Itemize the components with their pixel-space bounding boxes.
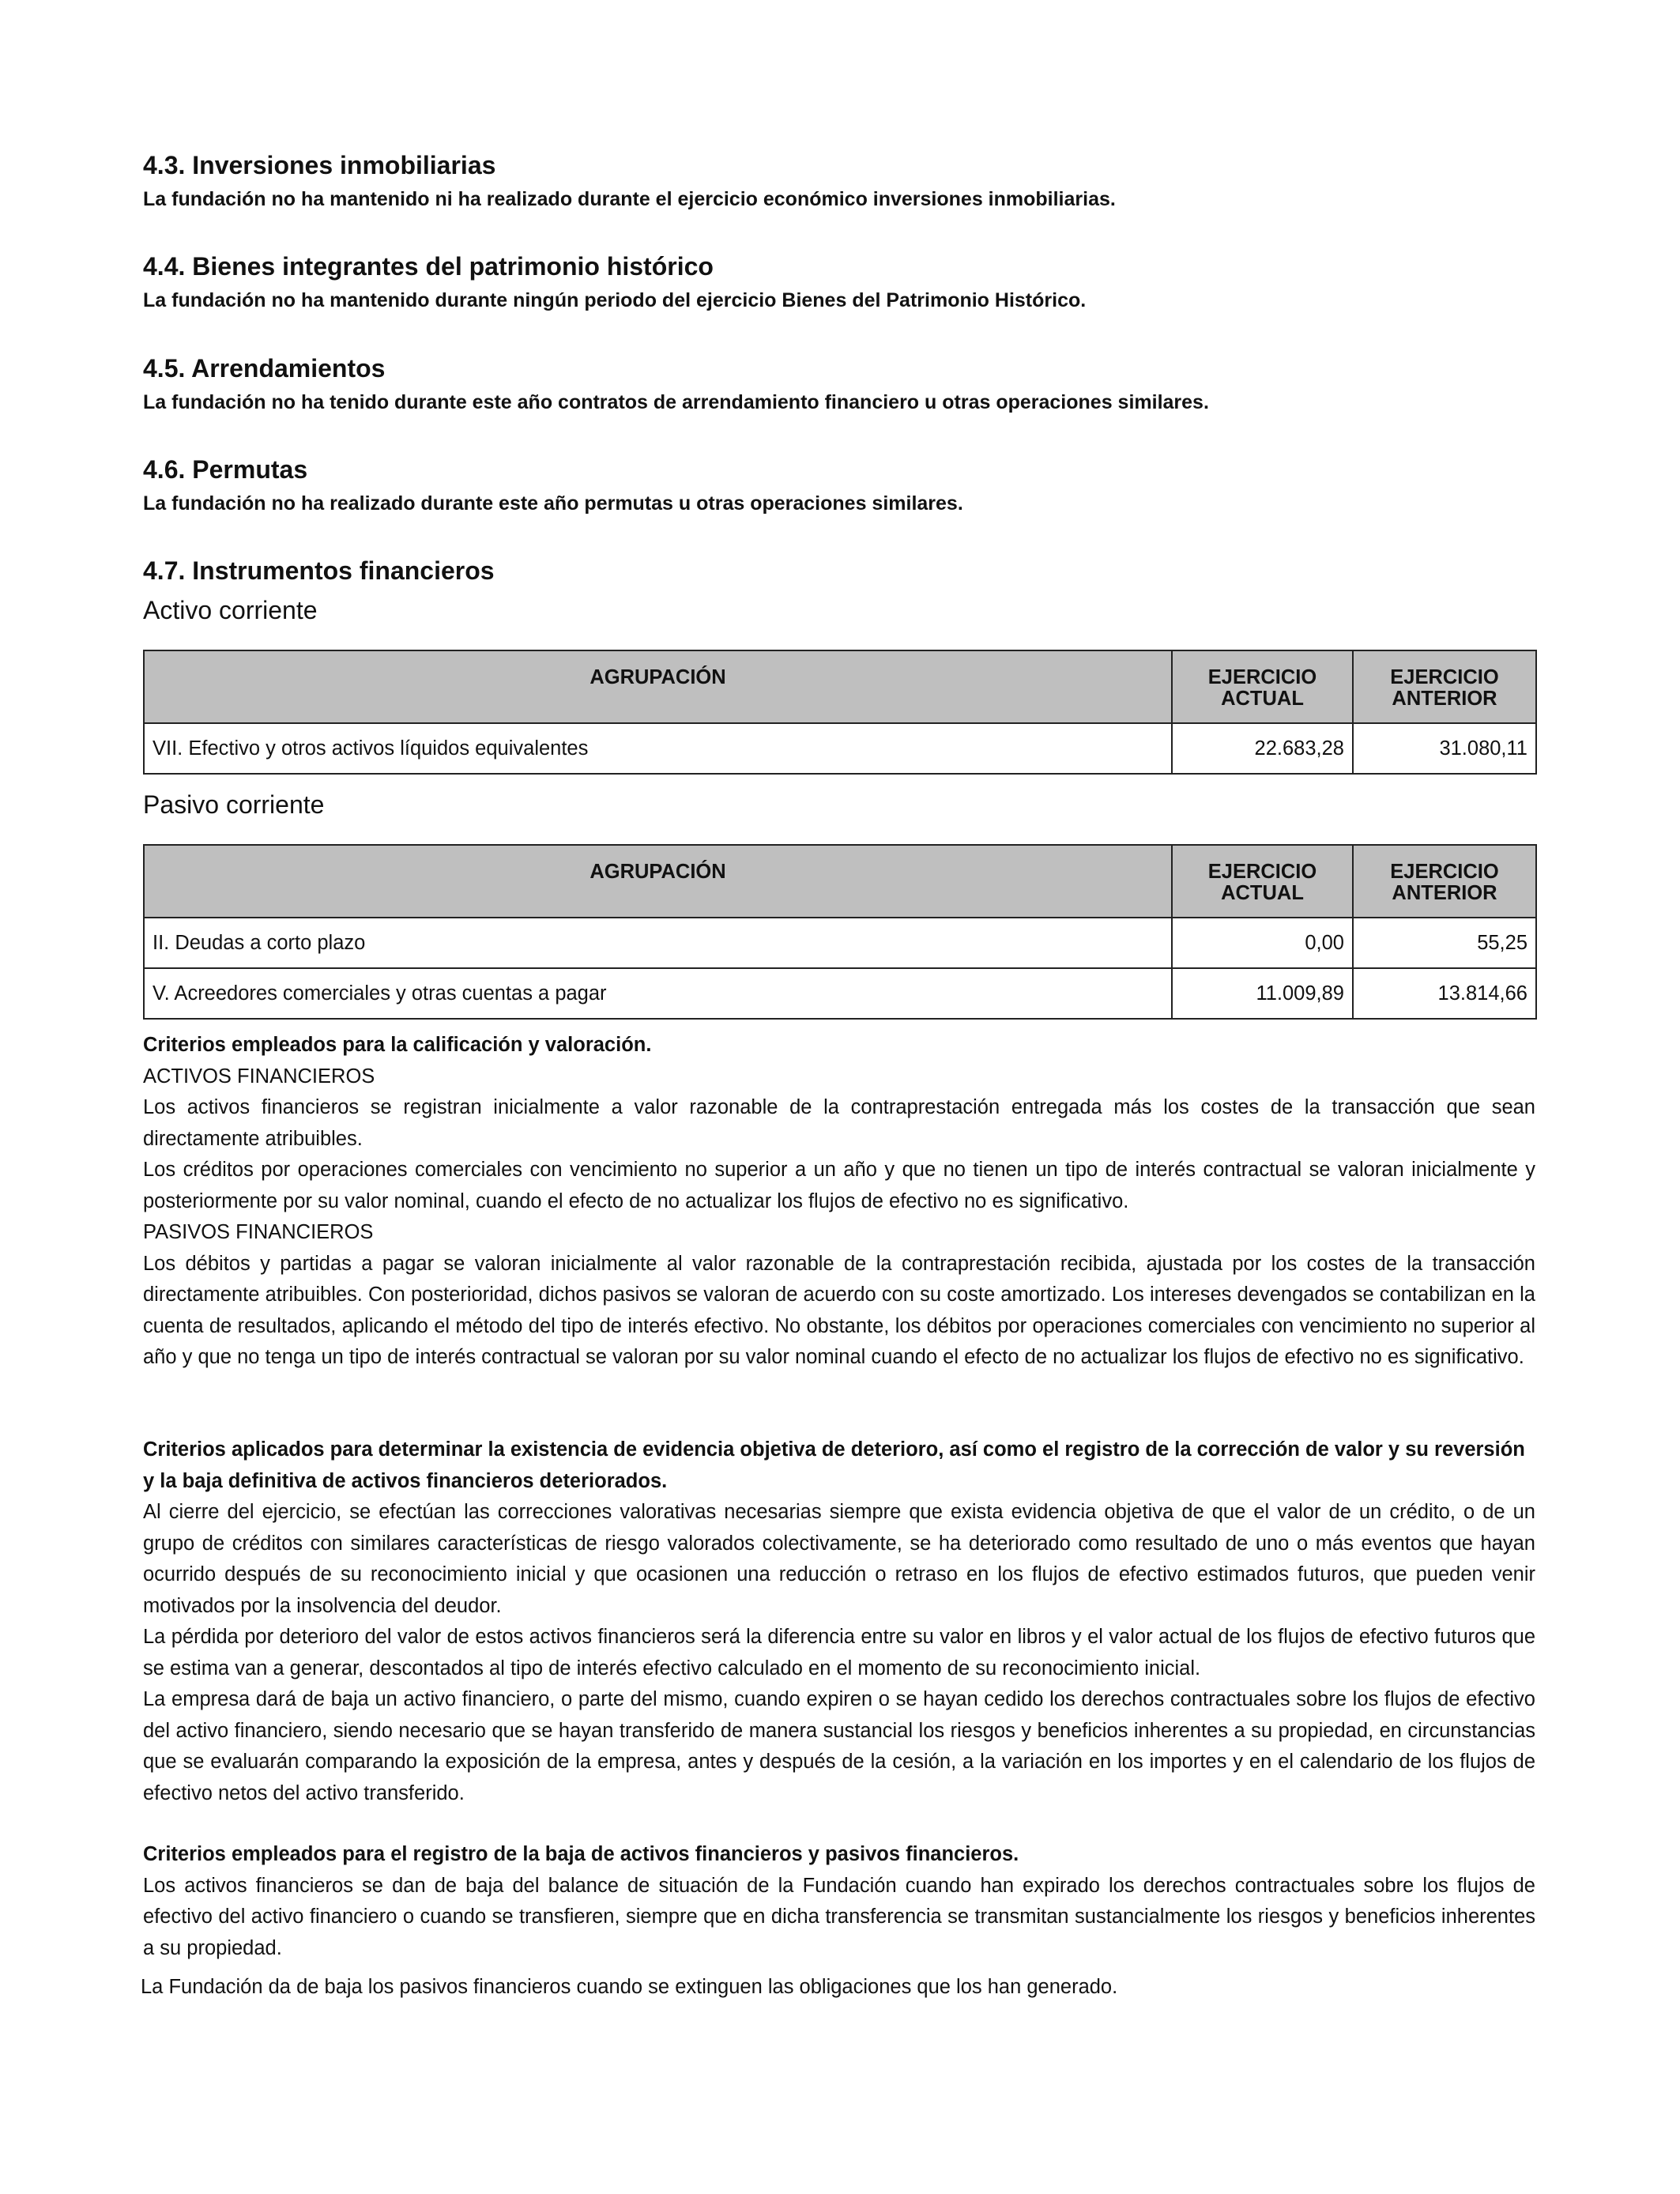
pasivos-financieros-heading: PASIVOS FINANCIEROS: [143, 1221, 374, 1243]
section-4-5-text: La fundación no ha tenido durante este año contratos de arrendamiento financiero u otras operaciones similares.: [143, 391, 1209, 413]
deterioro-block: [143, 1434, 1535, 1809]
row-actual-value: 22.683,28: [1172, 723, 1353, 774]
table-header-row: [144, 650, 1536, 723]
header-agrupacion: AGRUPACIÓN: [144, 845, 1172, 918]
pasivo-corriente-subtitle: Pasivo corriente: [143, 790, 325, 819]
row-label: II. Deudas a corto plazo: [144, 918, 1172, 968]
deterioro-title: Criterios aplicados para determinar la existencia de evidencia objetiva de deterioro, así como el registro de la corrección de valor y su reversión y la baja definitiva de activos financieros deteriorados.: [143, 1438, 1525, 1492]
deterioro-paragraph-1: Al cierre del ejercicio, se efectúan las correcciones valorativas necesarias siempre que exista evidencia objetiva de que el valor de un crédito, o de un grupo de créditos con similares características de riesgo valorados colectivamente, se ha deteriorado como resultado de uno o más eventos que hayan ocurrido después de su reconocimiento inicial y que ocasionen una reducción o retraso en los flujos de efectivo estimados futuros, que pueden venir motivados por la insolvencia del deudor.: [143, 1501, 1535, 1617]
table-row: [144, 918, 1536, 968]
section-4-6-title: 4.6. Permutas: [143, 455, 308, 484]
row-label: V. Acreedores comerciales y otras cuentas a pagar: [144, 968, 1172, 1019]
activo-corriente-subtitle: Activo corriente: [143, 596, 318, 624]
baja-title: Criterios empleados para el registro de la baja de activos financieros y pasivos financieros.: [143, 1843, 1019, 1865]
row-label: VII. Efectivo y otros activos líquidos equivalentes: [144, 723, 1172, 774]
criterios-title: Criterios empleados para la calificación y valoración.: [143, 1034, 652, 1056]
header-ejercicio-anterior: EJERCICIO ANTERIOR: [1353, 845, 1536, 918]
baja-block: [143, 1839, 1535, 1964]
section-4-4-text: La fundación no ha mantenido durante ningún periodo del ejercicio Bienes del Patrimonio Histórico.: [143, 289, 1087, 311]
section-4-3-text: La fundación no ha mantenido ni ha realizado durante el ejercicio económico inversiones inmobiliarias.: [143, 188, 1116, 210]
table-header-row: [144, 845, 1536, 918]
header-ejercicio-anterior: EJERCICIO ANTERIOR: [1353, 650, 1536, 723]
row-actual-value: 11.009,89: [1172, 968, 1353, 1019]
row-anterior-value: 13.814,66: [1353, 968, 1536, 1019]
baja-paragraph-1: Los activos financieros se dan de baja del balance de situación de la Fundación cuando han expirado los derechos contractuales sobre los flujos de efectivo del activo financiero o cuando se transfieren, siempre que en dicha transferencia se transmitan sustancialmente los riesgos y beneficios inherentes a su propiedad.: [143, 1874, 1535, 1959]
criterios-block: [143, 1030, 1535, 1374]
section-4-4-title: 4.4. Bienes integrantes del patrimonio histórico: [143, 252, 714, 281]
pasivo-corriente-table: [143, 844, 1537, 1020]
section-4-3-title: 4.3. Inversiones inmobiliarias: [143, 151, 496, 179]
row-anterior-value: 55,25: [1353, 918, 1536, 968]
activos-financieros-heading: ACTIVOS FINANCIEROS: [143, 1065, 375, 1088]
header-ejercicio-actual: EJERCICIO ACTUAL: [1172, 845, 1353, 918]
baja-paragraph-2: La Fundación da de baja los pasivos financieros cuando se extinguen las obligaciones que los han generado.: [141, 1976, 1118, 1998]
activo-corriente-table: [143, 650, 1537, 775]
row-actual-value: 0,00: [1172, 918, 1353, 968]
header-agrupacion: AGRUPACIÓN: [144, 650, 1172, 723]
deterioro-paragraph-3: La empresa dará de baja un activo financiero, o parte del mismo, cuando expiren o se hayan cedido los derechos contractuales sobre los flujos de efectivo del activo financiero, siendo necesario que se hayan transferido de manera sustancial los riesgos y beneficios inherentes a su propiedad, en circunstancias que se evaluarán comparando la exposición de la empresa, antes y después de la cesión, a la variación en los importes y en el calendario de los flujos de efectivo netos del activo transferido.: [143, 1688, 1535, 1804]
deterioro-paragraph-2: La pérdida por deterioro del valor de estos activos financieros será la diferencia entre su valor en libros y el valor actual de los flujos de efectivo futuros que se estima van a generar, descontados al tipo de interés efectivo calculado en el momento de su reconocimiento inicial.: [143, 1626, 1535, 1679]
header-ejercicio-actual: EJERCICIO ACTUAL: [1172, 650, 1353, 723]
criterios-paragraph-2: Los créditos por operaciones comerciales con vencimiento no superior a un año y que no tienen un tipo de interés contractual se valoran inicialmente y posteriormente por su valor nominal, cuando el efecto de no actualizar los flujos de efectivo no es significativo.: [143, 1159, 1535, 1212]
section-4-7-title: 4.7. Instrumentos financieros: [143, 556, 495, 585]
criterios-paragraph-3: Los débitos y partidas a pagar se valoran inicialmente al valor razonable de la contraprestación recibida, ajustada por los costes de la transacción directamente atribuibles. Con posterioridad, dichos pasivos se valoran de acuerdo con su coste amortizado. Los intereses devengados se contabilizan en la cuenta de resultados, aplicando el método del tipo de interés efectivo. No obstante, los débitos por operaciones comerciales con vencimiento no superior al año y que no tenga un tipo de interés contractual se valoran por su valor nominal cuando el efecto de no actualizar los flujos de efectivo no es significativo.: [143, 1252, 1535, 1368]
table-row: [144, 968, 1536, 1019]
section-4-6-text: La fundación no ha realizado durante este año permutas u otras operaciones similares.: [143, 492, 963, 515]
row-anterior-value: 31.080,11: [1353, 723, 1536, 774]
criterios-paragraph-1: Los activos financieros se registran inicialmente a valor razonable de la contraprestación entregada más los costes de la transacción que sean directamente atribuibles.: [143, 1096, 1535, 1150]
table-row: [144, 723, 1536, 774]
section-4-5-title: 4.5. Arrendamientos: [143, 354, 386, 383]
